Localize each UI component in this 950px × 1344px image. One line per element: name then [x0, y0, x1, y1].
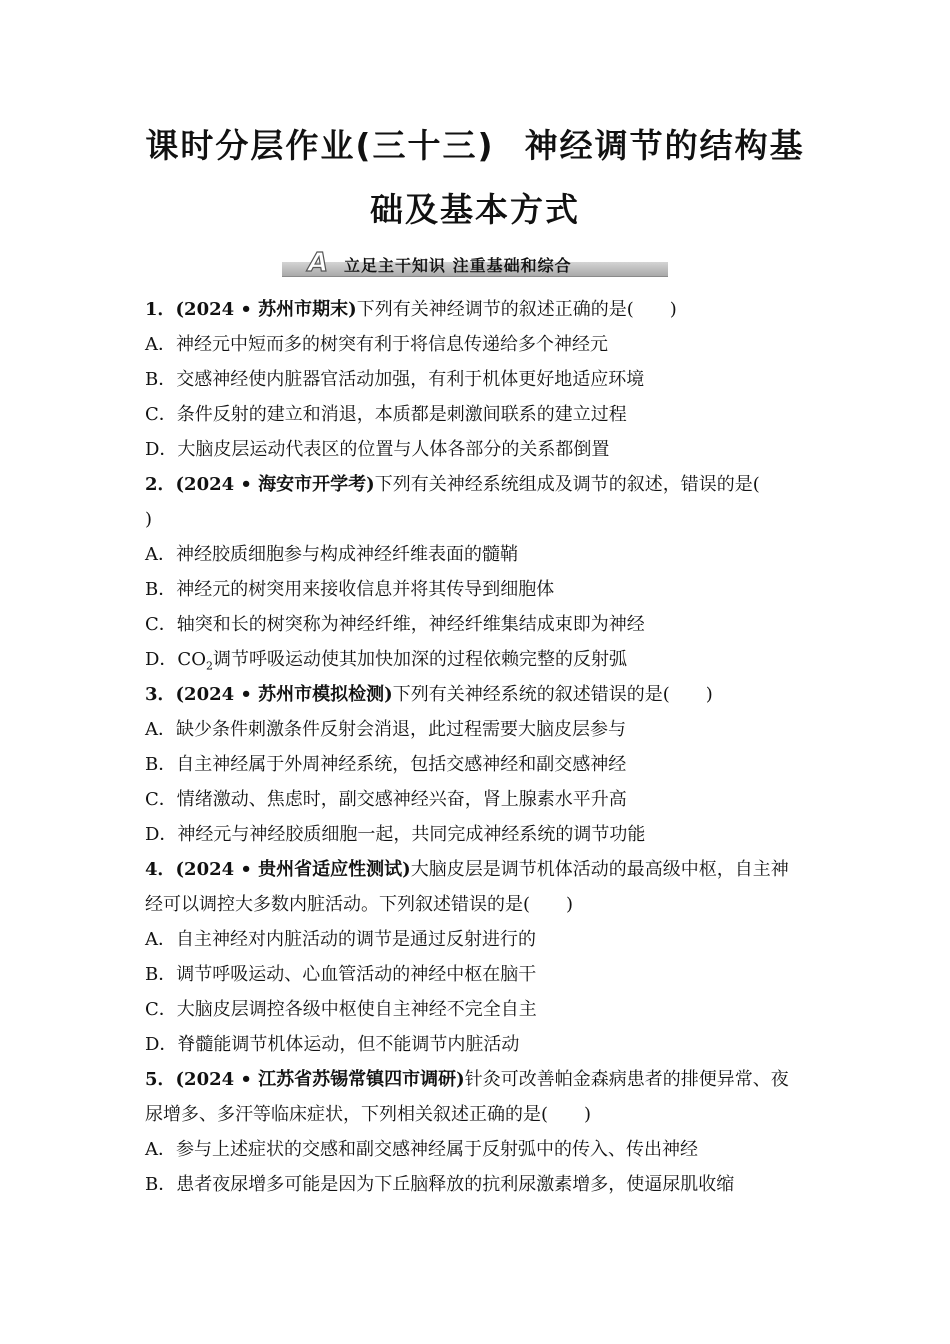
question-stem-cont: ) — [145, 509, 153, 530]
question-number: 5． — [145, 1069, 176, 1090]
question-source: (2024 • 苏州市模拟检测) — [175, 684, 393, 705]
question-stem — [145, 292, 810, 327]
banner-text: 立足主干知识 注重基础和综合 — [344, 256, 572, 275]
question-stem-cont: 尿增多、多汗等临床症状，下列相关叙述正确的是( ) — [145, 1104, 592, 1125]
option-b: B．患者夜尿增多可能是因为下丘脑释放的抗利尿激素增多，使逼尿肌收缩 — [145, 1174, 735, 1195]
question-stem — [145, 852, 810, 887]
question-number: 1． — [145, 299, 176, 320]
section-banner — [282, 248, 668, 280]
option-b: B．自主神经属于外周神经系统，包括交感神经和副交感神经 — [145, 754, 627, 775]
question-number: 4． — [145, 859, 176, 880]
title-part-2: 神经调节的结构基 — [524, 126, 805, 165]
question-3 — [145, 677, 810, 852]
option-c: C．大脑皮层调控各级中枢使自主神经不完全自主 — [145, 999, 537, 1020]
question-2 — [145, 467, 810, 677]
question-list — [145, 292, 810, 1202]
question-stem — [145, 677, 810, 712]
option-a: A．自主神经对内脏活动的调节是通过反射进行的 — [145, 929, 536, 950]
option-c: C．情绪激动、焦虑时，副交感神经兴奋，肾上腺素水平升高 — [145, 789, 627, 810]
question-text: 下列有关神经调节的叙述正确的是( ) — [356, 299, 677, 320]
question-stem-cont: 经可以调控大多数内脏活动。下列叙述错误的是( ) — [145, 894, 574, 915]
option-d: D．神经元与神经胶质细胞一起，共同完成神经系统的调节功能 — [145, 824, 646, 845]
question-text: 大脑皮层是调节机体活动的最高级中枢，自主神 — [410, 859, 789, 880]
question-source: (2024 • 苏州市期末) — [175, 299, 357, 320]
option-b: B．神经元的树突用来接收信息并将其传导到细胞体 — [145, 579, 555, 600]
section-letter-icon: A — [308, 248, 329, 278]
question-5 — [145, 1062, 810, 1202]
option-c: C．条件反射的建立和消退，本质都是刺激间联系的建立过程 — [145, 404, 627, 425]
question-4 — [145, 852, 810, 1062]
question-1 — [145, 292, 810, 467]
option-a: A．参与上述症状的交感和副交感神经属于反射弧中的传入、传出神经 — [145, 1139, 698, 1160]
question-text: 下列有关神经系统的叙述错误的是( ) — [392, 684, 713, 705]
page-title-line-2: 础及基本方式 — [370, 190, 580, 229]
option-a: A．神经胶质细胞参与构成神经纤维表面的髓鞘 — [145, 544, 518, 565]
question-text: 下列有关神经系统组成及调节的叙述，错误的是( — [374, 474, 760, 495]
option-a: A．缺少条件刺激条件反射会消退，此过程需要大脑皮层参与 — [145, 719, 626, 740]
option-a: A．神经元中短而多的树突有利于将信息传递给多个神经元 — [145, 334, 608, 355]
question-number: 2． — [145, 474, 176, 495]
question-source: (2024 • 海安市开学考) — [175, 474, 375, 495]
question-text: 针灸可改善帕金森病患者的排便异常、夜 — [464, 1069, 789, 1090]
option-b: B．交感神经使内脏器官活动加强，有利于机体更好地适应环境 — [145, 369, 645, 390]
page-title-line-1 — [0, 126, 950, 166]
option-d: D．大脑皮层运动代表区的位置与人体各部分的关系都倒置 — [145, 439, 610, 460]
option-d — [145, 642, 810, 677]
option-d-text: 调节呼吸运动使其加快加深的过程依赖完整的反射弧 — [212, 649, 627, 670]
question-number: 3． — [145, 684, 176, 705]
title-part-1: 课时分层作业(三十三) — [145, 126, 495, 165]
question-stem — [145, 467, 810, 502]
option-d: D．脊髓能调节机体运动，但不能调节内脏活动 — [145, 1034, 520, 1055]
question-source: (2024 • 贵州省适应性测试) — [175, 859, 411, 880]
option-d-prefix: D．CO — [145, 649, 206, 670]
question-source: (2024 • 江苏省苏锡常镇四市调研) — [175, 1069, 465, 1090]
subscript: 2 — [205, 659, 213, 673]
option-b: B．调节呼吸运动、心血管活动的神经中枢在脑干 — [145, 964, 537, 985]
question-stem — [145, 1062, 810, 1097]
option-c: C．轴突和长的树突称为神经纤维，神经纤维集结成束即为神经 — [145, 614, 645, 635]
